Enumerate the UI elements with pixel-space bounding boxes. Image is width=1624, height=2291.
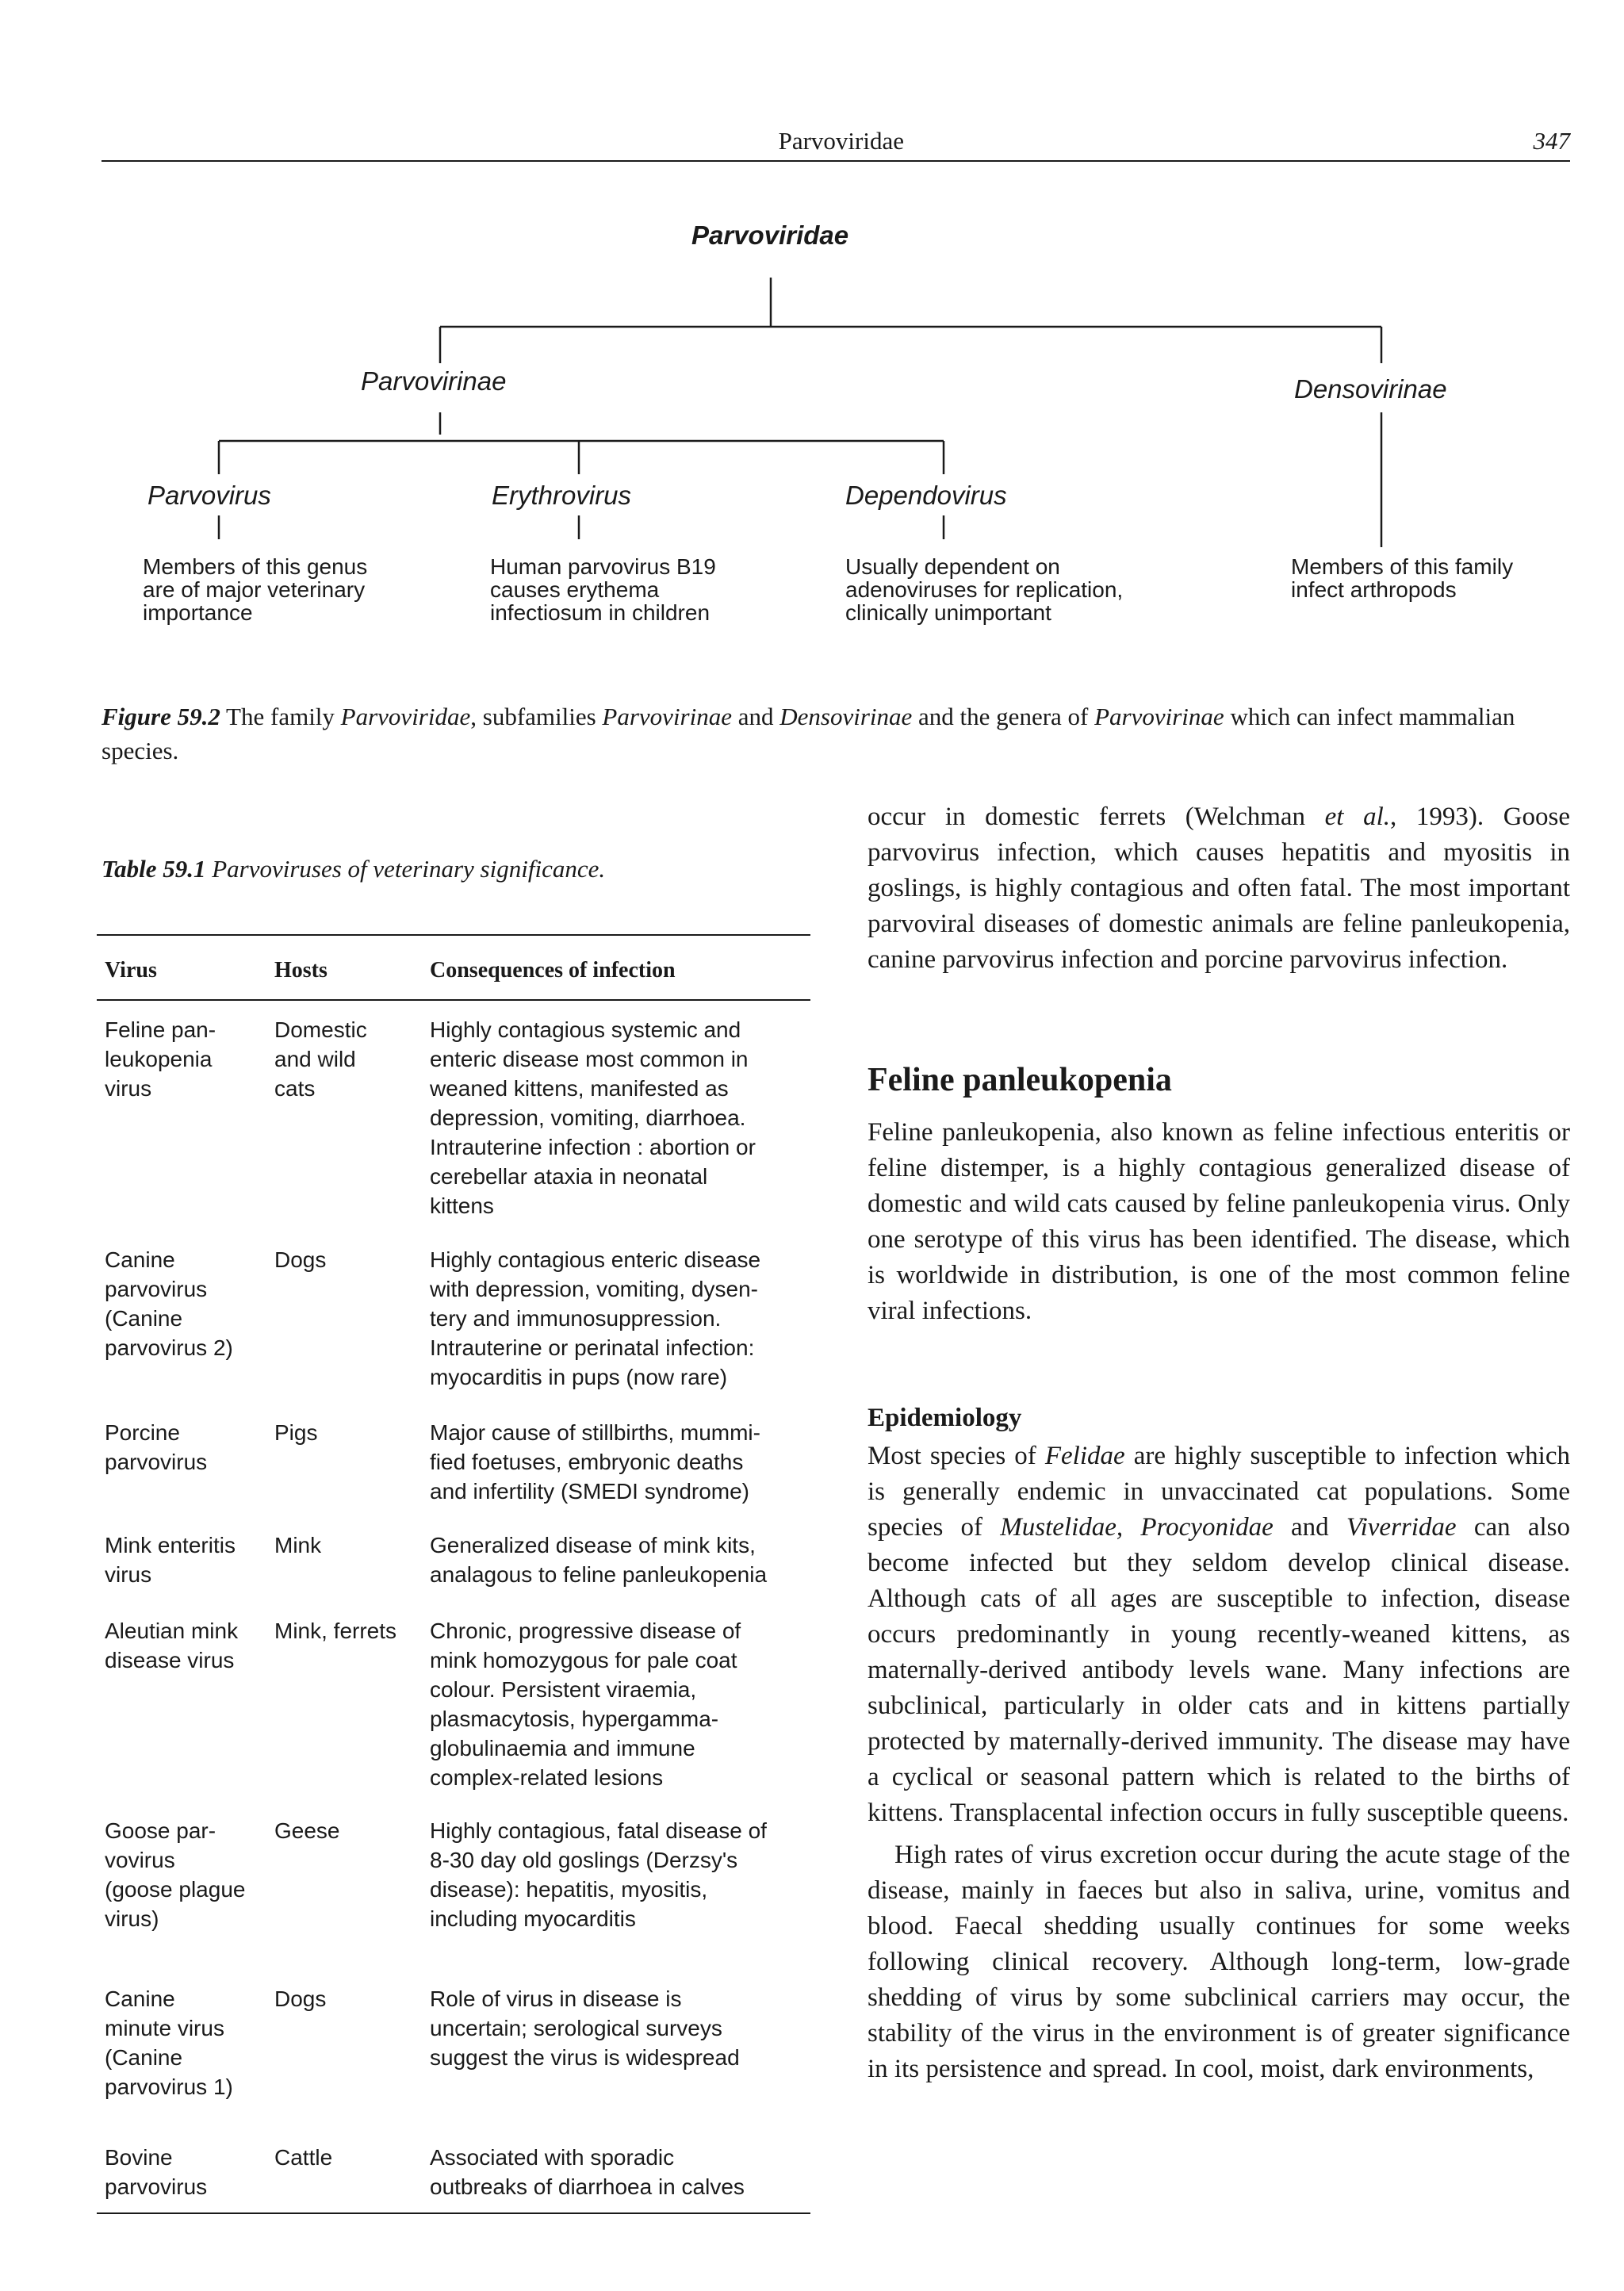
paragraph-epidemiology: Most species of Felidae are highly susceptible to infection which is generally endemic in unvaccinated cat populations. Some species of Mustelidae, Procyonidae and Viverridae can also become infected but they seldom develop clinical disease. Although cats of all ages are susceptible to infection, disease occurs predominantly in young recently-weaned kittens, as maternally-derived antibody levels wane. Many infections are subclinical, particularly in older cats and in kittens partially protected by maternally-derived immunity. The disease may have a cyclical or seasonal pattern which is related to the births of kittens. Transplacental infection occurs in fully susceptible queens. High rates of virus excretion occur during the acute stage of the disease, mainly in faeces but also in saliva, urine, vomitus and blood. Faecal shedding usually continues for some weeks following clinical recovery. Although long-term, low-grade shedding of virus by some subclinical carriers may occur, the stability of the virus in the environment is of greater significance in its persistence and spread. In cool, moist, dark environments, [868, 1439, 1570, 2087]
table-caption [102, 855, 605, 883]
table-row-hosts: Geese [274, 1818, 340, 1843]
table-row-virus: Porcine parvovirus [105, 1420, 208, 1474]
table-row-consequences: Highly contagious systemic and enteric disease most common in weaned kittens, manifested as depression, vomiting, diarrhoea. Intrauterine infection : abortion or cerebellar ataxia in neonatal kittens [430, 1017, 756, 1218]
table-row-hosts: Mink, ferrets [274, 1619, 397, 1643]
diagram-genus-erythrovirus: Erythrovirus [492, 481, 632, 510]
table-row-virus: Canine minute virus (Canine parvovirus 1) [105, 1986, 233, 2099]
figure-label: Figure 59.2 [102, 703, 220, 730]
running-title: Parvoviridae [778, 127, 904, 155]
table-row-hosts: Pigs [274, 1420, 318, 1445]
note-line: Members of this family [1291, 554, 1514, 579]
paragraph-shedding: High rates of virus excretion occur during the acute stage of the disease, mainly in faeces but also in saliva, urine, vomitus and blood. Faecal shedding usually continues for some weeks following clinical recovery. Although long-term, low-grade shedding of virus by some subclinical carriers may occur, the stability of the virus in the environment is of greater significance in its persistence and spread. In cool, moist, dark environments, [868, 1841, 1570, 2083]
table-header-consequences: Consequences of infection [430, 958, 676, 983]
table-row-virus: Canine parvovirus (Canine parvovirus 2) [105, 1247, 233, 1360]
table-bottom-rule [97, 2212, 810, 2214]
caption-text: The family [220, 703, 341, 730]
note-line: causes erythema [490, 577, 660, 602]
table-row-hosts: Dogs [274, 1986, 327, 2011]
table-row-consequences: Major cause of stillbirths, mummi- fied foetuses, embryonic deaths and infertility (SMEDI syndrome) [430, 1420, 760, 1504]
diagram-genus-dependovirus: Dependovirus [845, 481, 1007, 510]
figure-caption [102, 699, 1570, 768]
table-row-consequences: Associated with sporadic outbreaks of diarrhoea in calves [430, 2145, 745, 2199]
note-line: infect arthropods [1291, 577, 1457, 602]
taxonomy-diagram [0, 0, 1624, 650]
table-label: Table 59.1 [102, 855, 206, 883]
subsection-heading-epidemiology: Epidemiology [868, 1404, 1022, 1432]
section-heading-feline-panleukopenia: Feline panleukopenia [868, 1062, 1172, 1098]
table-header-hosts: Hosts [274, 958, 327, 983]
diagram-note-parvovirus [143, 555, 367, 624]
caption-taxon: Parvoviridae [340, 703, 471, 730]
paragraph-feline-panleukopenia: Feline panleukopenia, also known as feline infectious enteritis or feline distemper, is a highly contagious generalized disease of domestic and wild cats caused by feline panleukopenia virus. Only one serotype of this virus has been identified. The disease, which is worldwide in distribution, is one of the most common feline viral infections. [868, 1118, 1570, 1325]
table-row-hosts: Mink [274, 1533, 322, 1557]
diagram-note-dependovirus [845, 555, 1123, 624]
table-row-virus: Feline pan- leukopenia virus [105, 1017, 216, 1101]
table-row-hosts: Dogs [274, 1247, 327, 1272]
note-line: Human parvovirus B19 [490, 554, 716, 579]
table-row-consequences: Role of virus in disease is uncertain; serological surveys suggest the virus is widespread [430, 1986, 740, 2070]
caption-taxon: Parvovirinae [602, 703, 732, 730]
table-row-virus: Aleutian mink disease virus [105, 1619, 239, 1672]
note-line: Members of this genus [143, 554, 368, 579]
paragraph-intro: occur in domestic ferrets (Welchman et al., 1993). Goose parvovirus infection, which causes hepatitis and myositis in goslings, is highly contagious and often fatal. The most important parvoviral diseases of domestic animals are feline panleukopenia, canine parvovirus infection and porcine parvovirus infection. [868, 803, 1571, 974]
diagram-subfamily-densovirinae: Densovirinae [1294, 374, 1447, 404]
diagram-note-densovirinae [1291, 555, 1513, 601]
caption-taxon: Parvovirinae [1094, 703, 1224, 730]
note-line: infectiosum in children [490, 600, 710, 625]
caption-taxon: Densovirinae [779, 703, 913, 730]
caption-text: and the genera of [912, 703, 1095, 730]
caption-text: which can infect mammalian species. [102, 703, 1515, 764]
diagram-note-erythrovirus [490, 555, 716, 624]
table-row-virus: Goose par- vovirus (goose plague virus) [105, 1818, 246, 1931]
table-header-rule [97, 999, 810, 1001]
caption-text: and [732, 703, 780, 730]
diagram-family-label: Parvoviridae [691, 220, 849, 250]
note-line: importance [143, 600, 253, 625]
table-top-rule [97, 934, 810, 936]
table-row-hosts: Domestic and wild cats [274, 1017, 367, 1101]
diagram-connectors [0, 0, 1624, 650]
caption-text: , subfamilies [470, 703, 603, 730]
note-line: clinically unimportant [845, 600, 1051, 625]
table-row-virus: Mink enteritis virus [105, 1533, 236, 1587]
diagram-subfamily-parvovirinae: Parvovirinae [361, 366, 507, 396]
table-row-consequences: Generalized disease of mink kits, analagous to feline panleukopenia [430, 1533, 768, 1587]
table-row-consequences: Highly contagious, fatal disease of 8-30 day old goslings (Derzsy's disease): hepatitis, myositis, including myocarditis [430, 1818, 767, 1931]
note-line: adenoviruses for replication, [845, 577, 1124, 602]
table-row-consequences: Highly contagious enteric disease with depression, vomiting, dysen- tery and immunosuppression. Intrauterine or perinatal infection: myocarditis in pups (now rare) [430, 1247, 761, 1389]
page-number: 347 [1533, 127, 1570, 155]
diagram-genus-parvovirus: Parvovirus [147, 481, 271, 510]
table-row-hosts: Cattle [274, 2145, 333, 2170]
table-row-consequences: Chronic, progressive disease of mink homozygous for pale coat colour. Persistent viraemia, plasmacytosis, hypergamma- globulinaemia and immune complex-related lesions [430, 1619, 741, 1790]
table-header-virus: Virus [105, 958, 157, 983]
table-row-virus: Bovine parvovirus [105, 2145, 208, 2199]
table-title: Parvoviruses of veterinary significance. [212, 855, 606, 883]
note-line: are of major veterinary [143, 577, 366, 602]
note-line: Usually dependent on [845, 554, 1060, 579]
